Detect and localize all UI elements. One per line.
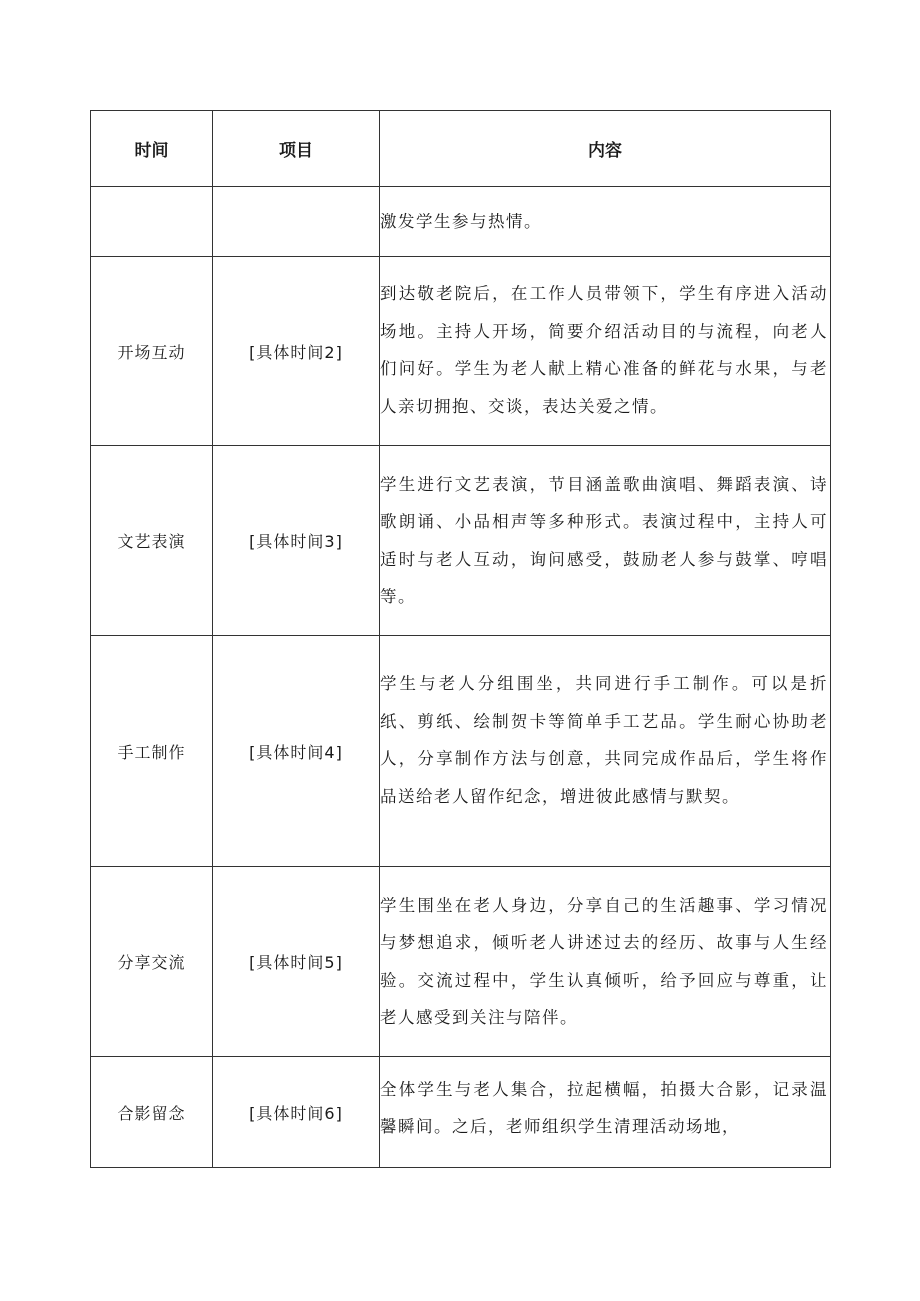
table-row xyxy=(91,636,831,867)
header-item: 项目 xyxy=(213,111,380,187)
row-project: 文艺表演 xyxy=(91,446,213,636)
header-content: 内容 xyxy=(380,111,831,187)
row-project: 开场互动 xyxy=(91,257,213,446)
row-time: [具体时间6] xyxy=(213,1057,380,1168)
header-time: 时间 xyxy=(91,111,213,187)
row-content: 激发学生参与热情。 xyxy=(380,211,542,231)
table-header-row xyxy=(91,111,831,187)
row-content-cell xyxy=(380,446,831,636)
row-time: [具体时间2] xyxy=(213,257,380,446)
row-time xyxy=(213,187,380,257)
row-content-cell xyxy=(380,257,831,446)
row-project: 分享交流 xyxy=(91,867,213,1057)
row-content: 学生与老人分组围坐，共同进行手工制作。可以是折纸、剪纸、绘制贺卡等简单手工艺品。学生耐心协助老人，分享制作方法与创意，共同完成作品后，学生将作品送给老人留作纪念，增进彼此感情与默契。 xyxy=(380,674,828,806)
row-project: 手工制作 xyxy=(91,636,213,867)
row-time: [具体时间5] xyxy=(213,867,380,1057)
row-content-cell xyxy=(380,187,831,257)
table-row xyxy=(91,446,831,636)
row-content: 学生围坐在老人身边，分享自己的生活趣事、学习情况与梦想追求，倾听老人讲述过去的经历、故事与人生经验。交流过程中，学生认真倾听，给予回应与尊重，让老人感受到关注与陪伴。 xyxy=(380,895,828,1027)
row-content: 全体学生与老人集合，拉起横幅，拍摄大合影，记录温馨瞬间。之后，老师组织学生清理活动场地， xyxy=(380,1079,828,1136)
row-time: [具体时间3] xyxy=(213,446,380,636)
table-row xyxy=(91,867,831,1057)
row-project: 合影留念 xyxy=(91,1057,213,1168)
table-row xyxy=(91,1057,831,1168)
row-content-cell xyxy=(380,867,831,1057)
row-content: 到达敬老院后，在工作人员带领下，学生有序进入活动场地。主持人开场，简要介绍活动目的与流程，向老人们问好。学生为老人献上精心准备的鲜花与水果，与老人亲切拥抱、交谈，表达关爱之情。 xyxy=(380,284,828,416)
row-content-cell xyxy=(380,636,831,867)
table-row xyxy=(91,257,831,446)
row-content: 学生进行文艺表演，节目涵盖歌曲演唱、舞蹈表演、诗歌朗诵、小品相声等多种形式。表演过程中，主持人可适时与老人互动，询问感受，鼓励老人参与鼓掌、哼唱等。 xyxy=(380,474,828,606)
row-time: [具体时间4] xyxy=(213,636,380,867)
row-project xyxy=(91,187,213,257)
table-row xyxy=(91,187,831,257)
activity-schedule-table xyxy=(90,110,831,1168)
row-content-cell xyxy=(380,1057,831,1168)
